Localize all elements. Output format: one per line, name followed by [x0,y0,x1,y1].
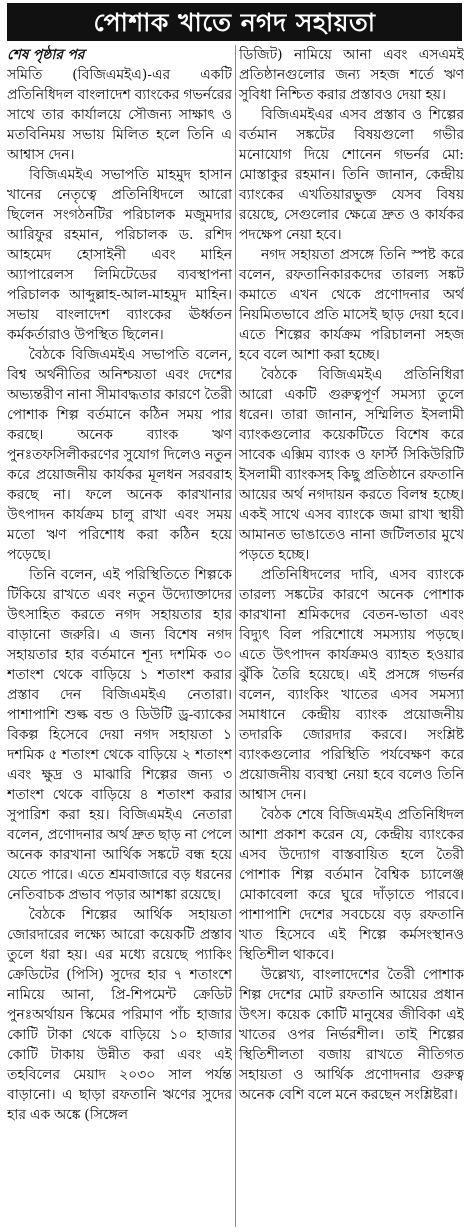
paragraph: প্রতিনিধিদলের দাবি, এসব ব্যাংকে তারল্য সঙ্কটের কারণে অনেক পোশাক কারখানা শ্রমিকদের বেতন-ভাতা এবং বিদ্যুৎ বিল পরিশোধে সমস্যায় পড়ছে। এতে উৎপাদন কার্যক্রমও ব্যাহত হওয়ার ঝুঁকি তৈরি হয়েছে। এই প্রসঙ্গে গভর্নর বলেন, ব্যাংকিং খাতের এসব সমস্যা সমাধানে কেন্দ্রীয় ব্যাংক প্রয়োজনীয় তদারকি জোরদার করবে। সংশ্লিষ্ট ব্যাংকগুলোর পরিস্থিতি পর্যবেক্ষণ করে প্রয়োজনীয় ব্যবস্থা নেয়া হবে বলেও তিনি আশ্বাস দেন। [239,567,464,803]
paragraph: ডিজিট) নামিয়ে আনা এবং এসএমই প্রতিষ্ঠানগুলোর জন্য সহজ শর্তে ঋণ সুবিধা নিশ্চিত করার প্রস্তাবও দেয়া হয়। [239,47,464,103]
paragraph: বিজিএমইএর এসব প্রস্তাব ও শিল্পের বর্তমান সঙ্কটের বিষয়গুলো গভীর মনোযোগ দিয়ে শোনেন গভর্নর মো: মোস্তাকুর রহমান। তিনি জানান, কেন্দ্রীয় ব্যাংকের এখতিয়ারভুক্ত যেসব বিষয় রয়েছে, সেগুলোর ক্ষেত্রে দ্রুত ও কার্যকর পদক্ষেপ নেয়া হবে। [239,107,464,243]
paragraph: নগদ সহায়তা প্রসঙ্গে তিনি স্পষ্ট করে বলেন, রফতানিকারকদের তারল্য সঙ্কট কমাতে এখন থেকে প্রণোদনার অর্থ নিয়মিতভাবে প্রতি মাসেই ছাড় দেয়া হবে। এতে শিল্পের কার্যক্রম পরিচালনা সহজ হবে বলে আশা করা হচ্ছে। [239,247,464,363]
paragraph: তিনি বলেন, এই পরিস্থিতিতে শিল্পকে টিকিয়ে রাখতে এবং নতুন উদ্যোক্তাদের উৎসাহিত করতে নগদ সহায়তার হার বাড়ানো জরুরি। এ জন্য বিশেষ নগদ সহায়তার হার বর্তমানে শূন্য দশমিক ৩০ শতাংশ থেকে বাড়িয়ে ১ শতাংশ করার প্রস্তাব দেন বিজিএমইএ নেতারা। পাশাপাশি শুল্ক বন্ড ও ডিউটি ড্র-ব্যাকের বিকল্প হিসেবে দেয়া নগদ সহায়তা ১ দশমিক ৫ শতাংশ থেকে বাড়িয়ে ২ শতাংশ এবং ক্ষুদ্র ও মাঝারি শিল্পের জন্য ৩ শতাংশ থেকে বাড়িয়ে ৪ শতাংশ করার সুপারিশ করা হয়। বিজিএমইএ নেতারা বলেন, প্রণোদনার অর্থ দ্রুত ছাড় না পেলে অনেক কারখানা আর্থিক সঙ্কটে বন্ধ হয়ে যেতে পারে। এতে শ্রমবাজারে বড় ধরনের নেতিবাচক প্রভাব পড়ার আশঙ্কা রয়েছে। [7,567,232,903]
right-column [239,45,464,1227]
paragraph: সমিতি (বিজিএমইএ)-এর একটি প্রতিনিধিদল বাংলাদেশ ব্যাংকের গভর্নরের সাথে তার কার্যালয়ে সৌজন্য সাক্ষাৎ ও মতবিনিময় সভায় মিলিত হলে তিনি এ আশ্বাস দেন। [7,67,232,163]
paragraph: বৈঠকে বিজিএমইএ সভাপতি বলেন, বিশ্ব অর্থনীতির অনিশ্চয়তা এবং দেশের অভ্যন্তরীণ নানা সীমাবদ্ধতার কারণে তৈরী পোশাক শিল্প বর্তমানে কঠিন সময় পার করছে। অনেক ব্যাংক ঋণ পুনঃতফসিলীকরণের সুযোগ দিলেও নতুন করে প্রয়োজনীয় কার্যকর মূলধন সরবরাহ করছে না। ফলে অনেক কারখানার উৎপাদন কার্যক্রম চালু রাখা এবং সময় মতো ঋণ পরিশোধ করা কঠিন হয়ে পড়েছে। [7,347,232,563]
paragraph: বিজিএমইএ সভাপতি মাহমুদ হাসান খানের নেতৃত্বে প্রতিনিধিদলে আরো ছিলেন সংগঠনটির পরিচালক মজুমদার আরিফুর রহমান, পরিচালক ড. রশিদ আহমেদ হোসাইনী এবং মাহিন অ্যাপারেলস লিমিটেডের ব্যবস্থাপনা পরিচালক আব্দুল্লাহ-আল-মাহমুদ মাহিন। সভায় বাংলাদেশ ব্যাংকের ঊর্ধ্বতন কর্মকর্তারাও উপস্থিত ছিলেন। [7,167,232,343]
column-divider [235,45,236,1227]
paragraph: উল্লেখ্য, বাংলাদেশের তৈরী পোশাক শিল্প দেশের মোট রফতানি আয়ের প্রধান উৎস। কয়েক কোটি মানুষের জীবিকা এই খাতের ওপর নির্ভরশীল। তাই শিল্পের স্থিতিশীলতা বজায় রাখতে নীতিগত সহায়তা ও আর্থিক প্রণোদনার গুরুত্ব অনেক বেশি বলে মনে করছেন সংশ্লিষ্টরা। [239,967,464,1103]
paragraph: বৈঠক শেষে বিজিএমইএ প্রতিনিধিদল আশা প্রকাশ করেন যে, কেন্দ্রীয় ব্যাংকের এসব উদ্যোগ বাস্তবায়িত হলে তৈরী পোশাক শিল্প বর্তমান বৈশ্বিক চ্যালেঞ্জ মোকাবেলা করে ঘুরে দাঁড়াতে পারবে। পাশাপাশি দেশের সবচেয়ে বড় রফতানি খাত হিসেবে এই শিল্পে কর্মসংস্থানও স্থিতিশীল থাকবে। [239,807,464,963]
kicker: শেষ পৃষ্ঠার পর [7,47,85,63]
headline: পোশাক খাতে নগদ সহায়তা [7,3,462,41]
paragraph: বৈঠকে শিল্পের আর্থিক সহায়তা জোরদারের লক্ষ্যে আরো কয়েকটি প্রস্তাব তুলে ধরা হয়। এর মধ্যে রয়েছে প্যাকিং ক্রেডিটের (পিসি) সুদের হার ৭ শতাংশে নামিয়ে আনা, প্রি-শিপমেন্ট ক্রেডিট পুনঃঅর্থায়ন স্কিমের পরিমাণ পাঁচ হাজার কোটি টাকা থেকে বাড়িয়ে ১০ হাজার কোটি টাকায় উন্নীত করা এবং এই তহবিলের মেয়াদ ২০৩০ সাল পর্যন্ত বাড়ানো। এ ছাড়া রফতানি ঋণের সুদের হার এক অঙ্কে (সিঙ্গেল [7,907,232,1123]
left-column [7,45,232,1227]
paragraph: বৈঠকে বিজিএমইএ প্রতিনিধিরা আরো একটি গুরুত্বপূর্ণ সমস্যা তুলে ধরেন। তারা জানান, সম্মিলিত ইসলামী ব্যাংকগুলোর কয়েকটিতে বিশেষ করে সাবেক এক্সিম ব্যাংক ও ফার্স্ট সিকিউরিটি ইসলামী ব্যাংকসহ কিছু প্রতিষ্ঠানে রফতানি আয়ের অর্থ নগদায়ন করতে বিলম্ব হচ্ছে। একই সাথে এসব ব্যাংকে জমা রাখা স্থায়ী আমানত ভাঙাতেও নানা জটিলতার মুখে পড়তে হচ্ছে। [239,367,464,563]
